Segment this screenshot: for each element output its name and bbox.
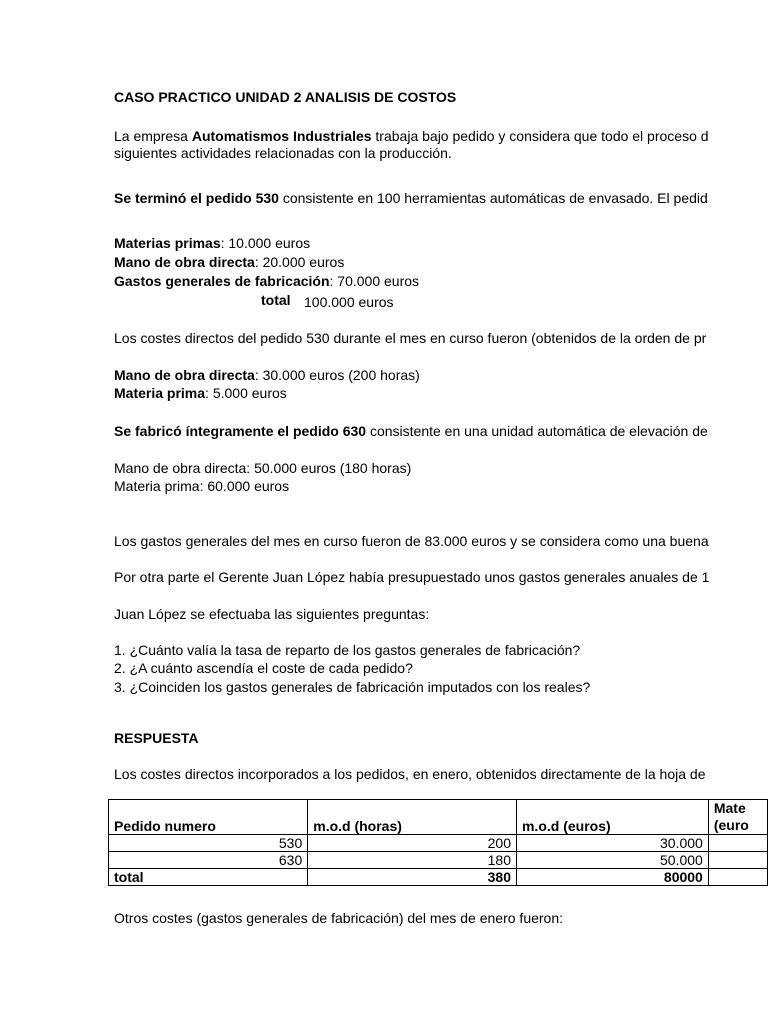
d530-mano-line: Mano de obra directa: 30.000 euros (200 horas) bbox=[114, 367, 420, 383]
table-header-row bbox=[109, 800, 768, 835]
total-value: 100.000 euros bbox=[304, 294, 394, 310]
d630-mano-line: Mano de obra directa: 50.000 euros (180 horas) bbox=[114, 460, 412, 476]
total-label: total bbox=[261, 292, 291, 308]
pregunta-3: 3. ¿Coinciden los gastos generales de fabricación imputados con los reales? bbox=[114, 679, 591, 695]
mano-obra-line: Mano de obra directa: 20.000 euros bbox=[114, 254, 345, 270]
pedido-630-line: Se fabricó íntegramente el pedido 630 consistente en una unidad automática de elevación de bbox=[114, 423, 708, 439]
d530-materia-line: Materia prima: 5.000 euros bbox=[114, 385, 287, 401]
header-pedido: Pedido numero bbox=[109, 800, 308, 835]
gastos-generales-line: Gastos generales de fabricación: 70.000 euros bbox=[114, 273, 420, 289]
materias-primas-line: Materias primas: 10.000 euros bbox=[114, 235, 311, 251]
header-materia: Mate (euro bbox=[708, 800, 767, 835]
gastos-mes-line: Los gastos generales del mes en curso fueron de 83.000 euros y se considera como una buena bbox=[114, 533, 709, 549]
intro-line-2: siguientes actividades relacionadas con la producción. bbox=[114, 145, 452, 161]
document-title: CASO PRACTICO UNIDAD 2 ANALISIS DE COSTOS bbox=[114, 89, 457, 105]
table-row: 630 180 50.000 bbox=[109, 852, 768, 869]
company-name: Automatismos Industriales bbox=[191, 128, 372, 144]
costes-table bbox=[108, 799, 768, 886]
pedido-530-line: Se terminó el pedido 530 consistente en 100 herramientas automáticas de envasado. El pedid bbox=[114, 190, 708, 206]
respuesta-heading: RESPUESTA bbox=[114, 730, 199, 746]
d630-materia-line: Materia prima: 60.000 euros bbox=[114, 478, 290, 494]
table-total-row: total 380 80000 bbox=[109, 869, 768, 886]
header-mod-euros: m.o.d (euros) bbox=[516, 800, 708, 835]
gerente-line: Por otra parte el Gerente Juan López había presupuestado unos gastos generales anuales de 1 bbox=[114, 569, 710, 585]
pregunta-1: 1. ¿Cuánto valía la tasa de reparto de los gastos generales de fabricación? bbox=[114, 642, 581, 658]
otros-costes-line: Otros costes (gastos generales de fabricación) del mes de enero fueron: bbox=[114, 910, 564, 926]
header-mod-horas: m.o.d (horas) bbox=[308, 800, 517, 835]
pregunta-2: 2. ¿A cuánto ascendía el coste de cada pedido? bbox=[114, 660, 413, 676]
directos-530-line: Los costes directos del pedido 530 durante el mes en curso fueron (obtenidos de la orden de pr bbox=[114, 330, 707, 346]
table-row: 530 200 30.000 bbox=[109, 835, 768, 852]
intro-line-1: La empresa Automatismos Industriales trabaja bajo pedido y considera que todo el proceso d bbox=[114, 128, 709, 144]
preguntas-intro: Juan López se efectuaba las siguientes preguntas: bbox=[114, 606, 430, 622]
costes-directos-line: Los costes directos incorporados a los pedidos, en enero, obtenidos directamente de la hoja de bbox=[114, 766, 706, 782]
